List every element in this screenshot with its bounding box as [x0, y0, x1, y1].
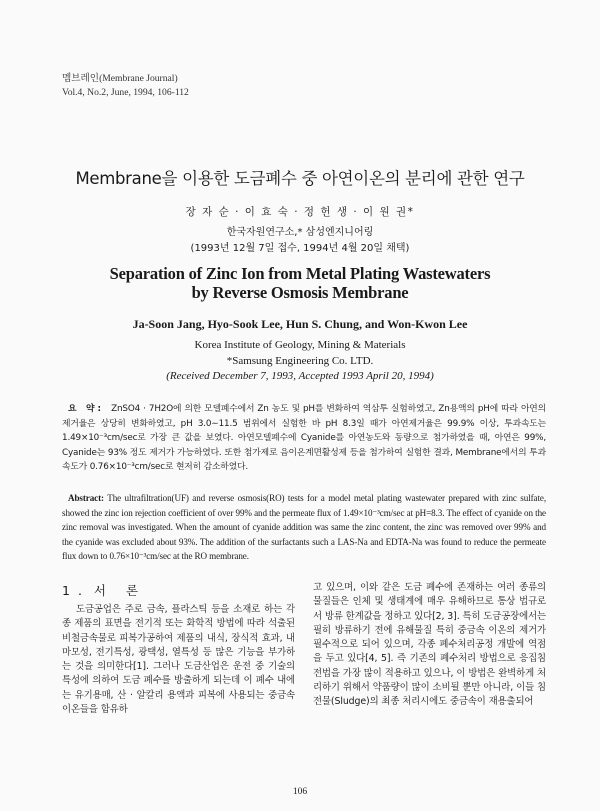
affiliation-korean: [0, 225, 600, 257]
journal-name: 멤브레인(Membrane Journal): [62, 73, 178, 84]
abstract-korean-text: ZnSO4 · 7H2O에 의한 모델폐수에서 Zn 농도 및 pH를 변화하여 역삼투 실험하였고, Zn용액의 pH에 따라 아연의 제거율은 상당히 변화하였고, pH 3.0∼11.5 범위에서 실험한 바 pH 8.3일 때가 아연제거율은 99.9% 이상, 투과속도는 1.49×10⁻³cm/sec로 가장 큰 값을 보였다. 아연모델폐수에 Cyanide를 아연농도와 동량으로 첨가하였을 때, 아연은 99%, Cyanide는 93% 정도 제거가 가능하였다. 또한 첨가제로 음이온계면활성제 등을 첨가하여 실험한 결과, Membrane에서의 투과속도가 0.76×10⁻³cm/sec로 현저히 감소하였다.: [62, 404, 546, 473]
abstract-english: [62, 491, 546, 564]
journal-header: [62, 72, 189, 100]
journal-issue: Vol.4, No.2, June, 1994, 106-112: [62, 87, 189, 98]
section-title: 서 론: [93, 583, 147, 598]
affiliation-english-line2: *Samsung Engineering Co. LTD.: [226, 354, 374, 367]
abstract-korean-label: 요 약:: [68, 404, 105, 414]
authors-english: Ja-Soon Jang, Hyo-Sook Lee, Hun S. Chung, and Won-Kwon Lee: [132, 317, 468, 331]
paper-title-english-line1: Separation of Zinc Ion from Metal Plating Wastewaters: [109, 264, 491, 283]
paper-title-english-line2: by Reverse Osmosis Membrane: [191, 283, 409, 302]
abstract-english-label: Abstract:: [68, 493, 104, 503]
abstract-korean: [62, 402, 546, 475]
body-column-left: 도금공업은 주로 금속, 플라스틱 등을 소재로 하는 각종 제품의 표면을 전기적 또는 화학적 방법에 따라 석출된 비철금속물로 피복가공하여 제품의 내식, 장식적 효과, 내마모성, 전기특성, 광택성, 열특성 등 많은 기능을 부가하는 것을 의미한다[1]. 그러나 도금산업은 운전 중 기술의 특성에 의하여 도금 폐수를 방출하게 되는데 이 폐수 내에는 유기용매, 산 · 알칼리 용액과 피복에 사용되는 중금속 이온들을 함유하: [62, 604, 295, 716]
section-heading: [62, 581, 146, 599]
paper-title-english: [0, 264, 600, 302]
received-date-english: (Received December 7, 1993, Accepted 1993 April 20, 1994): [166, 370, 434, 382]
abstract-english-text: The ultrafiltration(UF) and reverse osmosis(RO) tests for a model metal plating wastewater prepared with zinc sulfate, showed the zinc ion rejection coefficient of over 99% and the permeate flux of 1.49×10⁻³cm/sec at pH=8.3. The effect of cyanide on the zinc removal was investigated. When the amount of cyanide addition was same the zinc content, the zinc was removed over 99% and the cyanide was excluded about 93%. The addition of the surfactants such a LAS-Na and EDTA-Na was found to reduce the permeate flux down to 0.76×10⁻³cm/sec at the RO membrane.: [62, 493, 546, 562]
affiliation-english: [0, 338, 600, 385]
body-column-right: 고 있으며, 이와 같은 도금 폐수에 존재하는 여러 종류의 물질들은 인체 및 생태계에 매우 유해하므로 통상 법규로서 방류 한계값을 정하고 있다[2, 3]. 특히 도금공장에서는 필히 방류하기 전에 유해물질 특히 중금속 이온의 제거가 필수적으로 되어 있으며, 각종 폐수처리공정 개발에 역점을 두고 있다[4, 5]. 즉 기존의 폐수처리 방법으로 응집침전법을 가장 많이 적용하고 있으나, 이 방법은 완벽하게 처리하기 위해서 약품량이 많이 소비될 뿐만 아니라, 이들 침전물(Sludge)의 최종 처리시에도 중금속이 재용출되어: [313, 582, 546, 708]
affiliation-korean-line1: 한국자원연구소,* 삼성엔지니어링: [226, 227, 374, 238]
affiliation-english-line1: Korea Institute of Geology, Mining & Materials: [194, 339, 406, 351]
section-number: 1.: [62, 583, 90, 598]
authors-korean: 장 자 순 · 이 효 숙 · 정 헌 생 · 이 원 권*: [185, 206, 415, 218]
paper-title-korean: Membrane을 이용한 도금폐수 중 아연이온의 분리에 관한 연구: [75, 169, 525, 188]
page-number: 106: [292, 787, 308, 797]
received-date-korean: (1993년 12월 7일 접수, 1994년 4월 20일 채택): [190, 243, 410, 254]
